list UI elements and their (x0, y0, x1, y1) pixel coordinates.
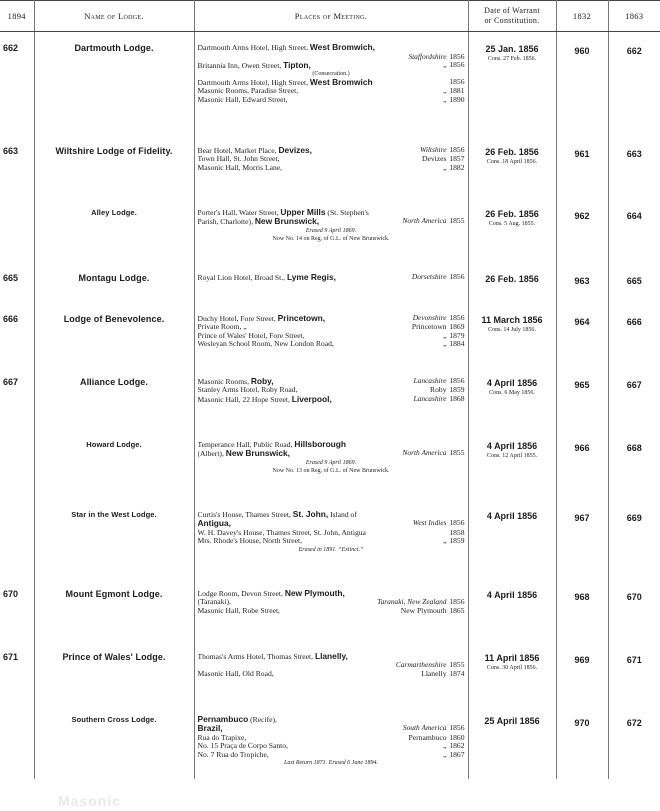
warrant-date (468, 641, 556, 704)
place-line (198, 734, 465, 743)
place-line (198, 377, 465, 387)
lodge-number-1832: 960 (556, 32, 608, 135)
place-year: 1855 (449, 660, 465, 670)
lodge-number-1894: 670 (0, 578, 34, 641)
table-row (0, 135, 660, 197)
lodge-number-1894 (0, 197, 34, 262)
place-note: Erased in 1891. “Extinct.” (298, 546, 364, 553)
place-line (198, 529, 465, 538)
place-venue: Prince of Wales' Hotel, Fore Street, (197, 331, 305, 340)
table-row (0, 578, 660, 641)
places-of-meeting (194, 429, 468, 499)
place-line (198, 332, 465, 341)
warrant-date-value: 11 March 1856 (481, 314, 543, 325)
place-venue: Wesleyan School Room, New London Road, (197, 340, 334, 349)
lodge-number-1832: 969 (556, 641, 608, 704)
place-year: 1862 (449, 741, 465, 751)
place-ditto: Llanelly (421, 668, 447, 678)
places-of-meeting (194, 578, 468, 641)
place-year: 1882 (449, 162, 465, 172)
lodge-number-1863: 668 (626, 442, 642, 453)
lodge-number-1863: 671 (626, 654, 642, 665)
place-text-right (397, 607, 465, 616)
table-row (0, 499, 660, 578)
warrant-date (468, 32, 556, 135)
place-ditto: Princetown (411, 322, 447, 332)
place-year: 1868 (449, 393, 465, 403)
lodge-number-1894: 667 (0, 366, 34, 429)
place-town: West Bromwich (309, 77, 373, 87)
place-year: 1859 (449, 385, 465, 395)
warrant-date (468, 197, 556, 262)
lodge-number-1863: 664 (626, 210, 642, 221)
place-year: 1865 (449, 605, 465, 615)
places-of-meeting (194, 32, 468, 135)
warrant-date (468, 429, 556, 499)
lodge-number-1894 (0, 704, 34, 779)
place-town: Tipton, (283, 61, 311, 71)
table-header-row (0, 1, 660, 32)
place-venue: Curtis's House, Thames Street, (197, 509, 293, 519)
lodge-name: Dartmouth Lodge. (34, 32, 194, 135)
place-venue: Bear Hotel, Market Place, (197, 145, 279, 155)
lodge-number-1832: 966 (556, 429, 608, 499)
place-year: 1881 (449, 86, 465, 96)
header-date-line-1: Date of Warrant (484, 6, 540, 15)
place-text-left (198, 510, 357, 520)
place-text-left (198, 715, 277, 725)
place-venue: Dartmouth Arms Hotel, High Street, (197, 77, 310, 87)
place-line (198, 78, 465, 88)
lodge-number-1832: 964 (556, 303, 608, 366)
place-county: North America (402, 216, 447, 226)
place-year: 1856 (449, 723, 465, 733)
place-town: Upper Mills (280, 207, 326, 217)
place-year: 1856 (449, 375, 465, 385)
place-text-left (198, 537, 303, 546)
place-text-left (198, 78, 373, 88)
warrant-date-value: 11 April 1856 (484, 652, 540, 663)
place-note: Last Return 1871. Erased 6 June 1894. (284, 760, 378, 767)
place-venue: Porter's Hall, Water Street, (197, 207, 281, 217)
header-1894: 1894 (0, 1, 34, 32)
place-text-left (198, 164, 283, 173)
place-town: New Brunswick, (225, 449, 290, 459)
place-town: New Brunswick, (254, 217, 320, 227)
place-venue: No. 15 Praça de Corpo Santo, (197, 742, 288, 751)
place-text-left (198, 155, 280, 164)
place-line (198, 155, 465, 164)
place-town: Roby, (250, 376, 274, 386)
place-text-left (198, 598, 231, 607)
place-ditto: „ (443, 162, 447, 172)
place-text-right (398, 217, 464, 227)
places-of-meeting (194, 197, 468, 262)
place-year: 1884 (449, 339, 465, 349)
place-town: Devizes, (278, 145, 313, 155)
place-line (198, 670, 465, 679)
place-county: South America (402, 723, 447, 733)
place-year: 1890 (449, 94, 465, 104)
warrant-date-value: 26 Feb. 1856 (485, 146, 539, 157)
constitution-date: Cons. 18 April 1856. (486, 158, 538, 165)
place-text-right (439, 61, 464, 71)
header-1863: 1863 (608, 1, 660, 32)
lodge-number-1863: 665 (626, 275, 642, 286)
lodge-number-1894: 666 (0, 303, 34, 366)
lodge-name: Montagu Lodge. (34, 262, 194, 303)
place-venue: Parish, Charlotte), (197, 217, 255, 227)
lodge-name: Lodge of Benevolence. (34, 303, 194, 366)
place-ditto: „ (443, 536, 447, 546)
place-text-right (410, 395, 465, 405)
lodge-number-1832: 961 (556, 135, 608, 197)
table-row (0, 704, 660, 779)
place-county: Carmarthenshire (395, 660, 447, 670)
place-text-left (198, 724, 223, 734)
header-name-of-lodge: Name of Lodge. (34, 1, 194, 32)
place-venue: Masonic Hall, 22 Hope Street, (197, 394, 292, 404)
place-ditto: „ (443, 330, 447, 340)
lodge-number-1863: 670 (626, 591, 642, 602)
table-row (0, 641, 660, 704)
table-row (0, 197, 660, 262)
place-note: Now No. 14 on Reg. of G.L. of New Brunswick. (272, 235, 390, 242)
place-venue: (Taranaki), (197, 598, 231, 607)
table-row (0, 366, 660, 429)
place-text-left (198, 332, 305, 341)
lodge-number-1832: 965 (556, 366, 608, 429)
place-year: 1869 (449, 322, 465, 332)
header-places-of-meeting: Places of Meeting. (194, 1, 468, 32)
place-text-left (198, 395, 332, 405)
place-tail: (Recife), (248, 714, 277, 724)
warrant-date-value: 25 Jan. 1856 (485, 44, 539, 54)
place-venue: Britannia Inn, Owen Street, (197, 61, 284, 71)
place-town: Llanelly, (314, 651, 348, 661)
place-venue: Duchy Hotel, Fore Street, (197, 313, 278, 323)
lodge-name: Alliance Lodge. (34, 366, 194, 429)
place-venue: No. 7 Rua do Tropiche, (197, 750, 269, 759)
place-county: Staffordshire (408, 51, 447, 61)
place-venue: Mrs. Rhode's House, North Street, (197, 537, 303, 546)
place-text-left (198, 440, 347, 450)
place-note: Now No. 13 on Reg. of G.L. of New Brunswick. (272, 467, 390, 474)
place-text-left (198, 529, 366, 538)
place-ditto: „ (443, 339, 447, 349)
place-venue: Rua do Trapixe, (197, 733, 247, 742)
lodge-number-1832: 968 (556, 578, 608, 641)
warrant-date-value: 4 April 1856 (486, 377, 538, 388)
place-text-right (439, 340, 464, 349)
place-year: 1856 (449, 597, 465, 607)
place-line (198, 742, 465, 751)
warrant-date-value: 4 April 1856 (486, 510, 538, 521)
place-town: Princetown, (277, 313, 326, 323)
lodge-number-1832: 963 (556, 262, 608, 303)
lodge-number-1832: 967 (556, 499, 608, 578)
place-ditto: Pernambuco (408, 732, 447, 742)
lodge-number-1894 (0, 499, 34, 578)
constitution-date: Cons. 5 Aug. 1855. (488, 220, 536, 227)
place-text-right (408, 273, 465, 283)
place-line (198, 537, 465, 546)
place-line (198, 61, 465, 71)
place-venue: Masonic Rooms, (197, 376, 251, 386)
place-text-left (198, 43, 375, 53)
place-year: 1858 (449, 527, 465, 537)
place-venue: Masonic Hall, Morris Lane, (197, 163, 283, 172)
place-year: 1874 (449, 668, 465, 678)
place-text-right (439, 96, 464, 105)
constitution-date: Cons. 12 April 1855. (486, 452, 538, 459)
place-year: 1855 (449, 216, 465, 226)
place-year: 1856 (449, 76, 465, 86)
places-of-meeting (194, 303, 468, 366)
place-text-left (198, 273, 336, 283)
place-venue: (Albert), (197, 449, 226, 459)
place-venue: Stanley Arms Hotel, Roby Road, (197, 386, 298, 395)
place-ditto: Roby (430, 385, 447, 395)
place-line (198, 53, 465, 62)
place-county: Taranaki, New Zealand (377, 597, 447, 607)
table-row (0, 303, 660, 366)
place-text-left (198, 751, 269, 760)
lodge-number-1863: 672 (626, 717, 642, 728)
place-line (198, 273, 465, 283)
place-text-left (198, 340, 334, 349)
place-text-right (398, 449, 464, 459)
places-of-meeting (194, 135, 468, 197)
lodge-number-1863: 667 (626, 379, 642, 390)
place-note: Erased 9 April 1869. (305, 459, 357, 466)
place-line (198, 751, 465, 760)
watermark: Masonic (58, 793, 122, 809)
place-year: 1856 (449, 144, 465, 154)
lodge-number-1832: 962 (556, 197, 608, 262)
place-venue: Town Hall, St. John Street, (197, 155, 280, 164)
place-town: Brazil, (197, 724, 223, 734)
place-text-left (198, 61, 311, 71)
warrant-date (468, 578, 556, 641)
lodge-number-1863: 666 (626, 316, 642, 327)
place-text-left (198, 734, 247, 743)
place-town: West Bromwich, (309, 43, 375, 52)
place-text-left (198, 323, 247, 332)
table-row (0, 262, 660, 303)
places-of-meeting (194, 366, 468, 429)
warrant-date (468, 704, 556, 779)
place-text-left (198, 652, 348, 662)
place-venue: Lodge Room, Devon Street, (197, 588, 285, 598)
warrant-date (468, 499, 556, 578)
place-county: Wiltshire (420, 144, 447, 154)
place-venue: Masonic Rooms, Paradise Street, (197, 87, 299, 96)
place-county: Dorsetshire (411, 271, 447, 281)
warrant-date (468, 135, 556, 197)
places-of-meeting (194, 499, 468, 578)
place-text-left (198, 449, 291, 459)
place-line (198, 87, 465, 96)
place-venue: Royal Lion Hotel, Broad St., (197, 272, 287, 282)
place-town: Lyme Regis, (286, 272, 336, 282)
place-year: 1860 (449, 732, 465, 742)
place-text-left (198, 96, 288, 105)
place-text-right (417, 670, 464, 679)
lodge-name: Prince of Wales' Lodge. (34, 641, 194, 704)
lodge-name: Howard Lodge. (34, 429, 194, 499)
warrant-date-value: 26 Feb. 1856 (485, 273, 539, 284)
lodge-number-1894: 662 (0, 32, 34, 135)
place-ditto: „ (443, 749, 447, 759)
warrant-date (468, 262, 556, 303)
place-ditto: „ (443, 94, 447, 104)
lodge-name: Star in the West Lodge. (34, 499, 194, 578)
place-year: 1856 (449, 51, 465, 61)
lodge-name: Alley Lodge. (34, 197, 194, 262)
place-town: Liverpool, (291, 394, 332, 404)
place-text-left (198, 742, 288, 751)
place-county: Devonshire (412, 312, 447, 322)
place-line (198, 449, 465, 459)
place-county: West Indies (412, 518, 447, 528)
place-venue: Masonic Hall, Robe Street, (197, 606, 280, 615)
place-line (198, 607, 465, 616)
place-sub-note: (Consecration.) (312, 70, 350, 77)
lodge-number-1863: 663 (626, 148, 642, 159)
place-town: Hillsborough (294, 439, 347, 449)
warrant-date-value: 26 Feb. 1856 (485, 208, 539, 219)
place-year: 1859 (449, 536, 465, 546)
place-venue: Masonic Hall, Old Road, (197, 669, 274, 678)
lodge-name: Mount Egmont Lodge. (34, 578, 194, 641)
warrant-date-value: 4 April 1856 (486, 589, 538, 600)
place-text-right (439, 537, 464, 546)
place-venue: Thomas's Arms Hotel, Thomas Street, (197, 651, 315, 661)
place-tail: (St. Stephen's (325, 207, 369, 217)
warrant-date-value: 4 April 1856 (486, 440, 538, 451)
place-line (198, 323, 465, 332)
lodge-name: Southern Cross Lodge. (34, 704, 194, 779)
place-year: 1856 (449, 312, 465, 322)
place-line (198, 395, 465, 405)
place-text-left (198, 607, 280, 616)
place-text-left (198, 670, 274, 679)
warrant-date (468, 303, 556, 366)
lodge-number-1863: 662 (626, 46, 642, 56)
place-text-right (439, 751, 464, 760)
place-county: North America (402, 448, 447, 458)
place-line (198, 164, 465, 173)
place-text-left (198, 589, 345, 599)
place-text-left (198, 146, 313, 156)
place-venue: Masonic Hall, Edward Street, (197, 95, 288, 104)
warrant-date (468, 366, 556, 429)
place-text-left (198, 208, 369, 218)
table-row (0, 32, 660, 135)
lodge-number-1863: 669 (626, 512, 642, 523)
place-line (198, 340, 465, 349)
place-year: 1856 (449, 60, 465, 70)
places-of-meeting (194, 704, 468, 779)
header-1832: 1832 (556, 1, 608, 32)
place-town: Antigua, (197, 519, 231, 529)
place-year: 1856 (449, 518, 465, 528)
place-venue: Temperance Hall, Public Road, (197, 439, 295, 449)
lodge-number-1894: 665 (0, 262, 34, 303)
header-date-line-2: or Constitution. (484, 16, 540, 25)
places-of-meeting (194, 262, 468, 303)
place-venue: Dartmouth Arms Hotel, High Street, (197, 43, 310, 52)
place-year: 1879 (449, 330, 465, 340)
place-text-left (198, 377, 274, 387)
place-text-left (198, 217, 320, 227)
place-text-left (198, 519, 232, 529)
lodge-number-1894: 671 (0, 641, 34, 704)
place-text-left (198, 386, 298, 395)
place-year: 1855 (449, 448, 465, 458)
place-ditto: Devizes (422, 154, 447, 164)
place-text-right (439, 164, 464, 173)
place-ditto: New Plymouth (400, 605, 447, 615)
warrant-date-value: 25 April 1856 (484, 715, 540, 726)
lodge-number-1832: 970 (556, 704, 608, 779)
place-tail: Island of (328, 509, 357, 519)
place-town: Pernambuco (197, 714, 249, 724)
place-ditto: „ (443, 86, 447, 96)
lodge-name: Wiltshire Lodge of Fidelity. (34, 135, 194, 197)
place-text-left (198, 314, 326, 324)
place-year: 1867 (449, 749, 465, 759)
place-county: Lancashire (413, 393, 447, 403)
lodge-number-1894 (0, 429, 34, 499)
place-venue: Private Room, „ (197, 323, 247, 332)
lodge-number-1894: 663 (0, 135, 34, 197)
place-year: 1856 (449, 271, 465, 281)
place-line (198, 519, 465, 529)
place-year: 1857 (449, 154, 465, 164)
place-town: St. John, (292, 509, 329, 519)
constitution-date: Cons. 6 May 1856. (489, 389, 535, 396)
place-county: Lancashire (413, 375, 447, 385)
place-ditto: „ (443, 60, 447, 70)
place-line (198, 96, 465, 105)
table-row (0, 429, 660, 499)
place-line (198, 217, 465, 227)
constitution-date: Cons. 27 Feb. 1856. (487, 56, 537, 62)
places-of-meeting (194, 641, 468, 704)
constitution-date: Cons. 30 April 1856. (486, 664, 538, 671)
place-note: Erased 9 April 1869. (305, 227, 357, 234)
place-town: New Plymouth, (284, 588, 345, 598)
header-date-of-warrant (468, 1, 556, 32)
place-venue: W. H. Davey's House, Thames Street, St. John, Antigua (197, 528, 366, 537)
constitution-date: Cons. 14 July 1856. (488, 326, 536, 333)
place-ditto: „ (443, 741, 447, 751)
place-text-left (198, 87, 299, 96)
